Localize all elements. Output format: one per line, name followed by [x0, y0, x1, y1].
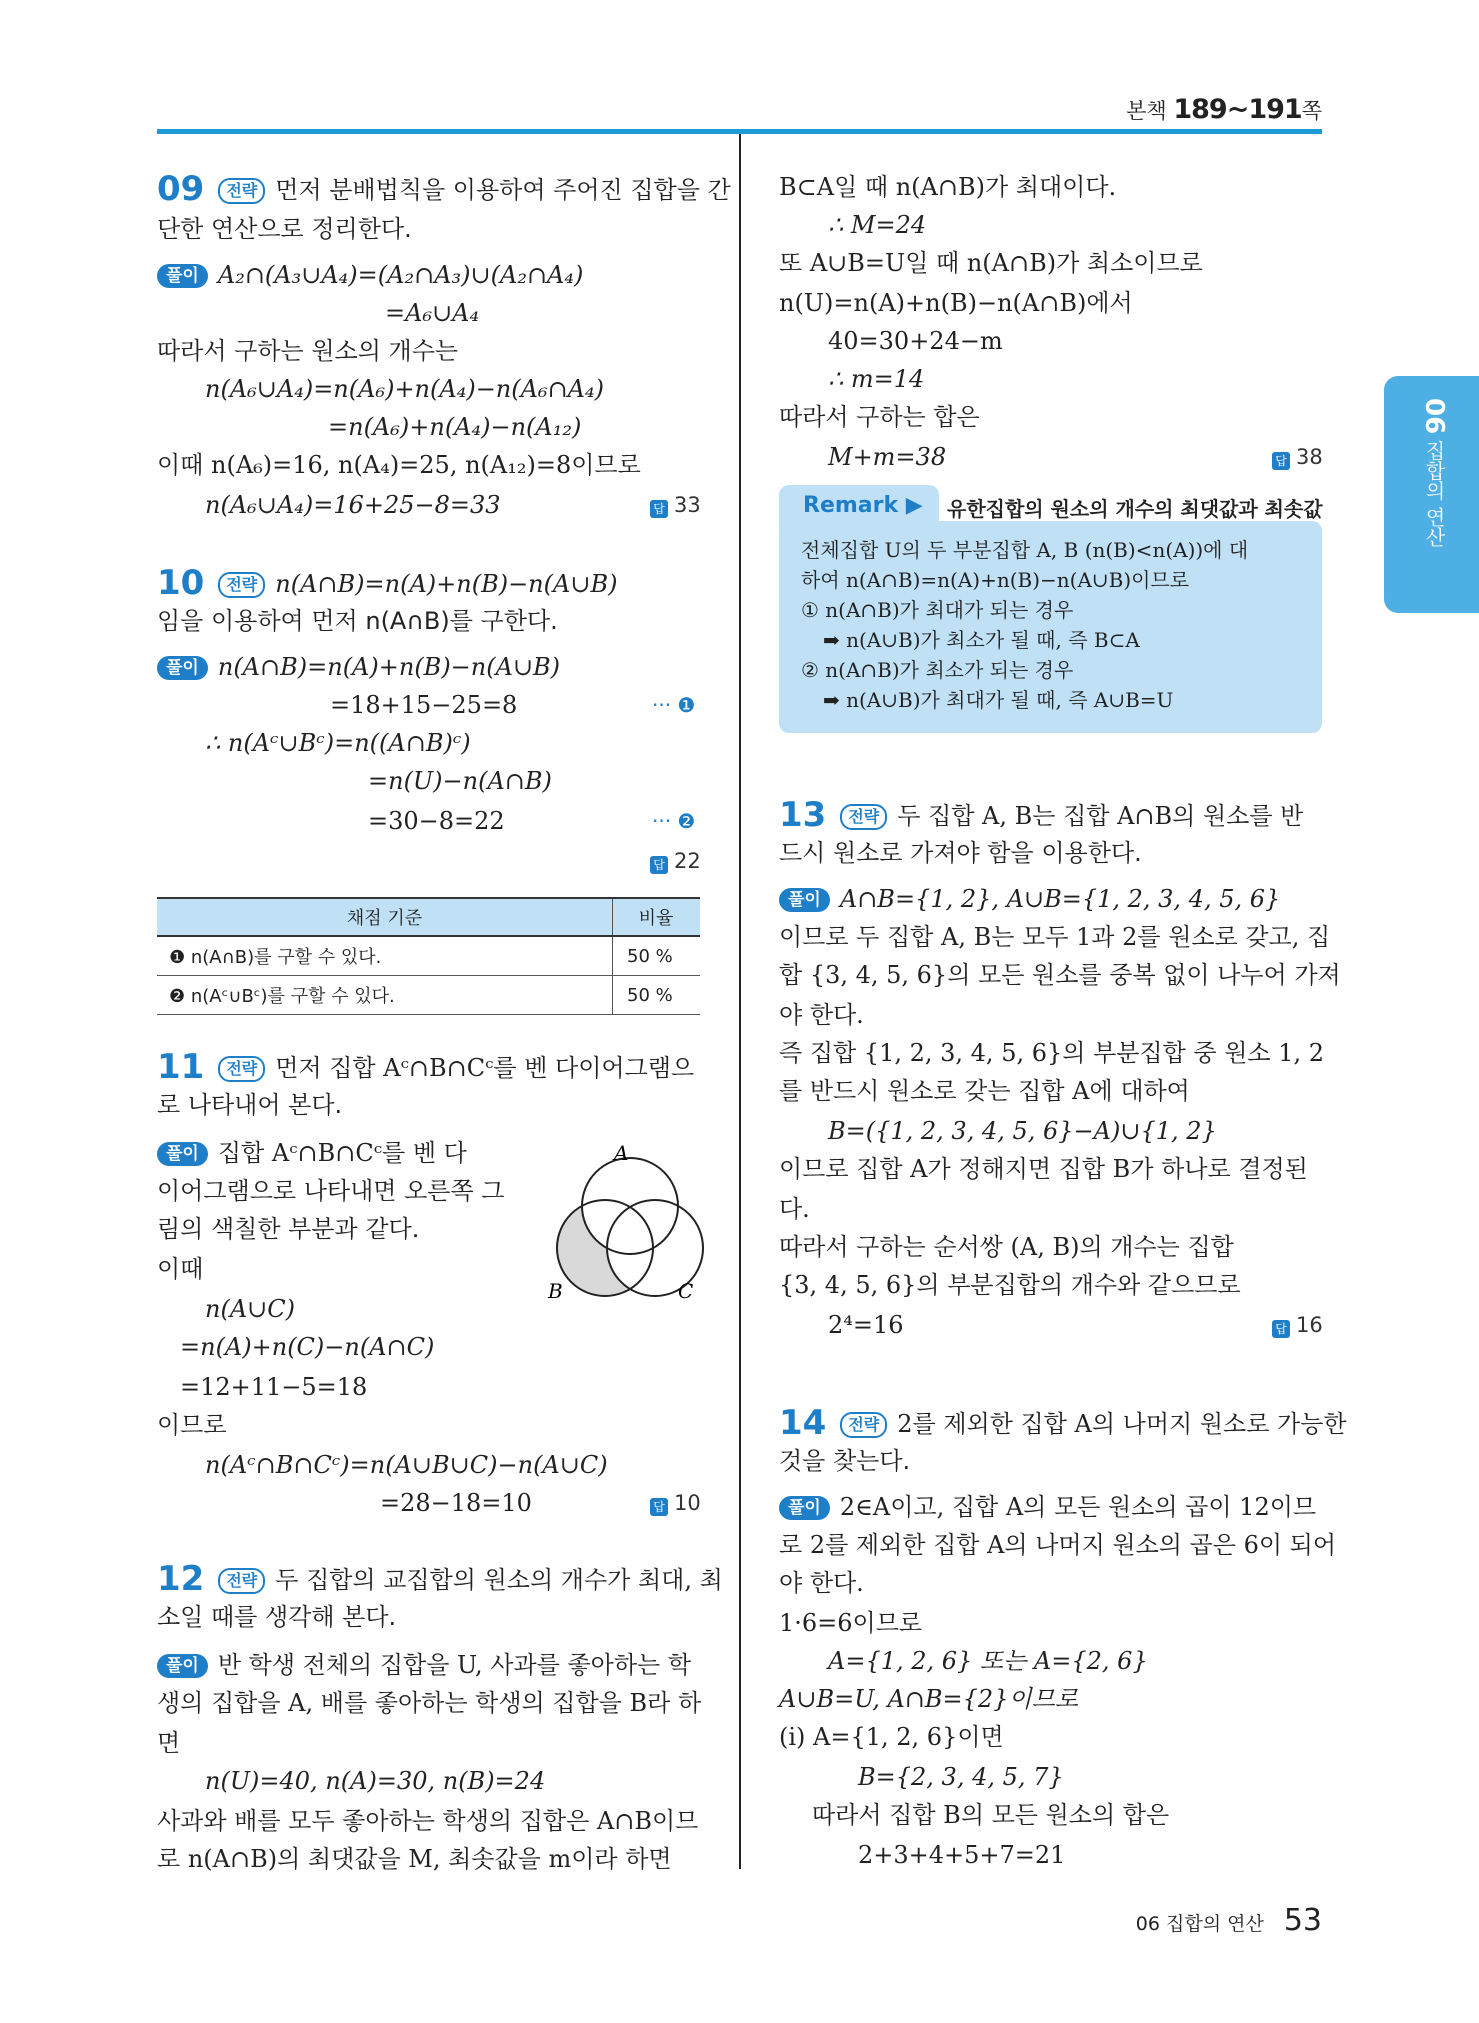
problem-14-strategy: 14 전략 2를 제외한 집합 A의 나머지 원소로 가능한 — [779, 1403, 1347, 1443]
remark-line: 하여 n(A∩B)=n(A)+n(B)−n(A∪B)이므로 — [801, 568, 1190, 592]
problem-10-line: =n(U)−n(A∩B) — [368, 767, 552, 795]
problem-12-line: 면 — [157, 1729, 181, 1757]
problem-13-line: 야 한다. — [779, 1001, 864, 1029]
problem-11-line: n(Aᶜ∩B∩Cᶜ)=n(A∪B∪C)−n(A∪C) — [205, 1451, 608, 1479]
problem-12-line: 사과와 배를 모두 좋아하는 학생의 집합은 A∩B이므 — [157, 1807, 699, 1835]
problem-11-line: 림의 색칠한 부분과 같다. — [157, 1215, 420, 1243]
remark-line: ➡ n(A∪B)가 최소가 될 때, 즉 B⊂A — [823, 628, 1140, 652]
step-marker-2: ··· ❷ — [652, 809, 696, 833]
problem-12-line: 로 n(A∩B)의 최댓값을 M, 최솟값을 m이라 하면 — [157, 1845, 672, 1873]
problem-13-line: 합 {3, 4, 5, 6}의 모든 원소를 중복 없이 나누어 가져 — [779, 961, 1341, 989]
problem-11-line: 이어그램으로 나타내면 오른쪽 그 — [157, 1177, 505, 1205]
column-divider — [739, 134, 741, 1869]
step-marker-1: ··· ❶ — [652, 693, 696, 717]
remark-line: ➡ n(A∪B)가 최대가 될 때, 즉 A∪B=U — [823, 688, 1174, 712]
table-row: ❶ n(A∩B)를 구할 수 있다. 50 % — [157, 936, 700, 976]
problem-14-line: A={1, 2, 6} 또는 A={2, 6} — [828, 1647, 1148, 1675]
problem-09-strategy-cont: 단한 연산으로 정리한다. — [157, 215, 412, 243]
problem-12-line: M+m=38 — [828, 443, 947, 471]
page-footer — [1136, 1903, 1322, 1938]
problem-12-strategy-cont: 소일 때를 생각해 본다. — [157, 1603, 397, 1631]
problem-10-strategy: 10 전략 n(A∩B)=n(A)+n(B)−n(A∪B) — [157, 563, 618, 603]
problem-14-line: 풀이 2∈A이고, 집합 A의 모든 원소의 곱이 12이므 — [779, 1492, 1316, 1522]
remark-box — [779, 485, 1322, 733]
problem-09-line: =n(A₆)+n(A₄)−n(A₁₂) — [328, 413, 582, 441]
problem-14-line: (i) A={1, 2, 6}이면 — [779, 1723, 1004, 1751]
remark-title: 유한집합의 원소의 개수의 최댓값과 최솟값 — [947, 497, 1323, 521]
problem-14-strategy-cont: 것을 찾는다. — [779, 1447, 911, 1475]
venn-label-c: C — [678, 1279, 694, 1303]
problem-12-line: 따라서 구하는 합은 — [779, 403, 980, 431]
problem-09-line: =A₆∪A₄ — [385, 299, 480, 327]
problem-13-line: 이므로 두 집합 A, B는 모두 1과 2를 원소로 갖고, 집 — [779, 923, 1331, 951]
remark-line: ① n(A∩B)가 최대가 되는 경우 — [801, 598, 1074, 622]
problem-09-answer: 답 33 — [650, 490, 701, 520]
problem-13-line: B=({1, 2, 3, 4, 5, 6}−A)∪{1, 2} — [828, 1117, 1217, 1145]
problem-10-line: 풀이 n(A∩B)=n(A)+n(B)−n(A∪B) — [157, 652, 560, 682]
problem-10-line: =18+15−25=8 — [330, 691, 518, 719]
problem-09-line: 이때 n(A₆)=16, n(A₄)=25, n(A₁₂)=8이므로 — [157, 451, 641, 479]
problem-10-line: ∴ n(Aᶜ∪Bᶜ)=n((A∩B)ᶜ) — [205, 729, 471, 757]
problem-13-line: 다. — [779, 1195, 810, 1223]
problem-14-line: 1·6=6이므로 — [779, 1609, 923, 1637]
problem-12-line: ∴ M=24 — [828, 211, 927, 239]
problem-11-answer: 답 10 — [650, 1488, 701, 1518]
problem-12-line: 풀이 반 학생 전체의 집합을 U, 사과를 좋아하는 학 — [157, 1650, 691, 1680]
problem-12-line: B⊂A일 때 n(A∩B)가 최대이다. — [779, 173, 1117, 201]
problem-11-line: =28−18=10 — [380, 1489, 532, 1517]
problem-12-line: ∴ m=14 — [828, 365, 925, 393]
problem-12-line: 생의 집합을 A, 배를 좋아하는 학생의 집합을 B라 하 — [157, 1689, 702, 1717]
chapter-side-tab: 06 집합의 연산 — [1384, 376, 1479, 613]
problem-12-strategy: 12 전략 두 집합의 교집합의 원소의 개수가 최대, 최 — [157, 1559, 723, 1599]
problem-11-line: 이때 — [157, 1255, 204, 1283]
problem-14-line: 야 한다. — [779, 1569, 864, 1597]
scoring-table — [157, 897, 700, 1015]
problem-12-line: 또 A∪B=U일 때 n(A∩B)가 최소이므로 — [779, 249, 1203, 277]
page-number: 53 — [1283, 1903, 1322, 1938]
table-header: 채점 기준 — [157, 898, 613, 936]
problem-12-line: n(U)=n(A)+n(B)−n(A∩B)에서 — [779, 289, 1133, 317]
venn-label-b: B — [548, 1279, 563, 1303]
remark-line: 전체집합 U의 두 부분집합 A, B (n(B)<n(A))에 대 — [801, 538, 1249, 562]
remark-label: Remark ▶ — [803, 493, 923, 518]
problem-13-line: 를 반드시 원소로 갖는 집합 A에 대하여 — [779, 1077, 1190, 1105]
problem-14-line: B={2, 3, 4, 5, 7} — [858, 1763, 1064, 1791]
problem-10-answer: 답 22 — [650, 846, 701, 876]
problem-11-line: n(A∪C) — [205, 1295, 295, 1323]
venn-diagram — [530, 1138, 710, 1318]
problem-10-strategy-cont: 임을 이용하여 먼저 n(A∩B)를 구한다. — [157, 607, 558, 635]
footer-chapter: 06 집합의 연산 — [1135, 1913, 1264, 1935]
table-row: ❷ n(Aᶜ∪Bᶜ)를 구할 수 있다. 50 % — [157, 976, 700, 1015]
problem-13-line: 따라서 구하는 순서쌍 (A, B)의 개수는 집합 — [779, 1233, 1234, 1261]
problem-09-line: n(A₆∪A₄)=16+25−8=33 — [205, 491, 501, 519]
problem-13-strategy-cont: 드시 원소로 가져야 함을 이용한다. — [779, 839, 1142, 867]
problem-13-line: 2⁴=16 — [828, 1311, 904, 1339]
problem-13-answer: 답 16 — [1272, 1310, 1323, 1340]
problem-14-line: A∪B=U, A∩B={2}이므로 — [779, 1685, 1079, 1713]
problem-11-line: 이므로 — [157, 1411, 227, 1439]
problem-09-line: 따라서 구하는 원소의 개수는 — [157, 337, 459, 365]
problem-13-line: {3, 4, 5, 6}의 부분집합의 개수와 같으므로 — [779, 1271, 1241, 1299]
remark-line: ② n(A∩B)가 최소가 되는 경우 — [801, 658, 1074, 682]
problem-11-line: =n(A)+n(C)−n(A∩C) — [180, 1333, 435, 1361]
problem-14-line: 로 2를 제외한 집합 A의 나머지 원소의 곱은 6이 되어 — [779, 1531, 1337, 1559]
problem-12-line: n(U)=40, n(A)=30, n(B)=24 — [205, 1767, 546, 1795]
problem-13-strategy: 13 전략 두 집합 A, B는 집합 A∩B의 원소를 반 — [779, 795, 1304, 835]
problem-13-line: 즉 집합 {1, 2, 3, 4, 5, 6}의 부분집합 중 원소 1, 2 — [779, 1039, 1325, 1067]
problem-09-line: n(A₆∪A₄)=n(A₆)+n(A₄)−n(A₆∩A₄) — [205, 375, 604, 403]
problem-11-line: =12+11−5=18 — [180, 1373, 368, 1401]
problem-11-strategy: 11 전략 먼저 집합 Aᶜ∩B∩Cᶜ를 벤 다이어그램으 — [157, 1047, 695, 1087]
problem-13-line: 풀이 A∩B={1, 2}, A∪B={1, 2, 3, 4, 5, 6} — [779, 884, 1280, 914]
page-reference: 본책 189~191쪽 — [1126, 94, 1322, 125]
problem-09-strategy: 09 전략 먼저 분배법칙을 이용하여 주어진 집합을 간 — [157, 169, 731, 209]
problem-13-line: 이므로 집합 A가 정해지면 집합 B가 하나로 결정된 — [779, 1155, 1308, 1183]
problem-11-strategy-cont: 로 나타내어 본다. — [157, 1091, 343, 1119]
venn-label-a: A — [614, 1141, 629, 1165]
problem-14-line: 따라서 집합 B의 모든 원소의 합은 — [812, 1801, 1170, 1829]
problem-09-line: 풀이 A₂∩(A₃∪A₄)=(A₂∩A₃)∪(A₂∩A₄) — [157, 260, 583, 290]
problem-12-line: 40=30+24−m — [828, 327, 1003, 355]
problem-10-line: =30−8=22 — [368, 807, 505, 835]
problem-11-line: 풀이 집합 Aᶜ∩B∩Cᶜ를 벤 다 — [157, 1138, 467, 1168]
problem-14-line: 2+3+4+5+7=21 — [858, 1841, 1066, 1869]
problem-12-answer: 답 38 — [1272, 442, 1323, 472]
table-header: 비율 — [613, 898, 701, 936]
